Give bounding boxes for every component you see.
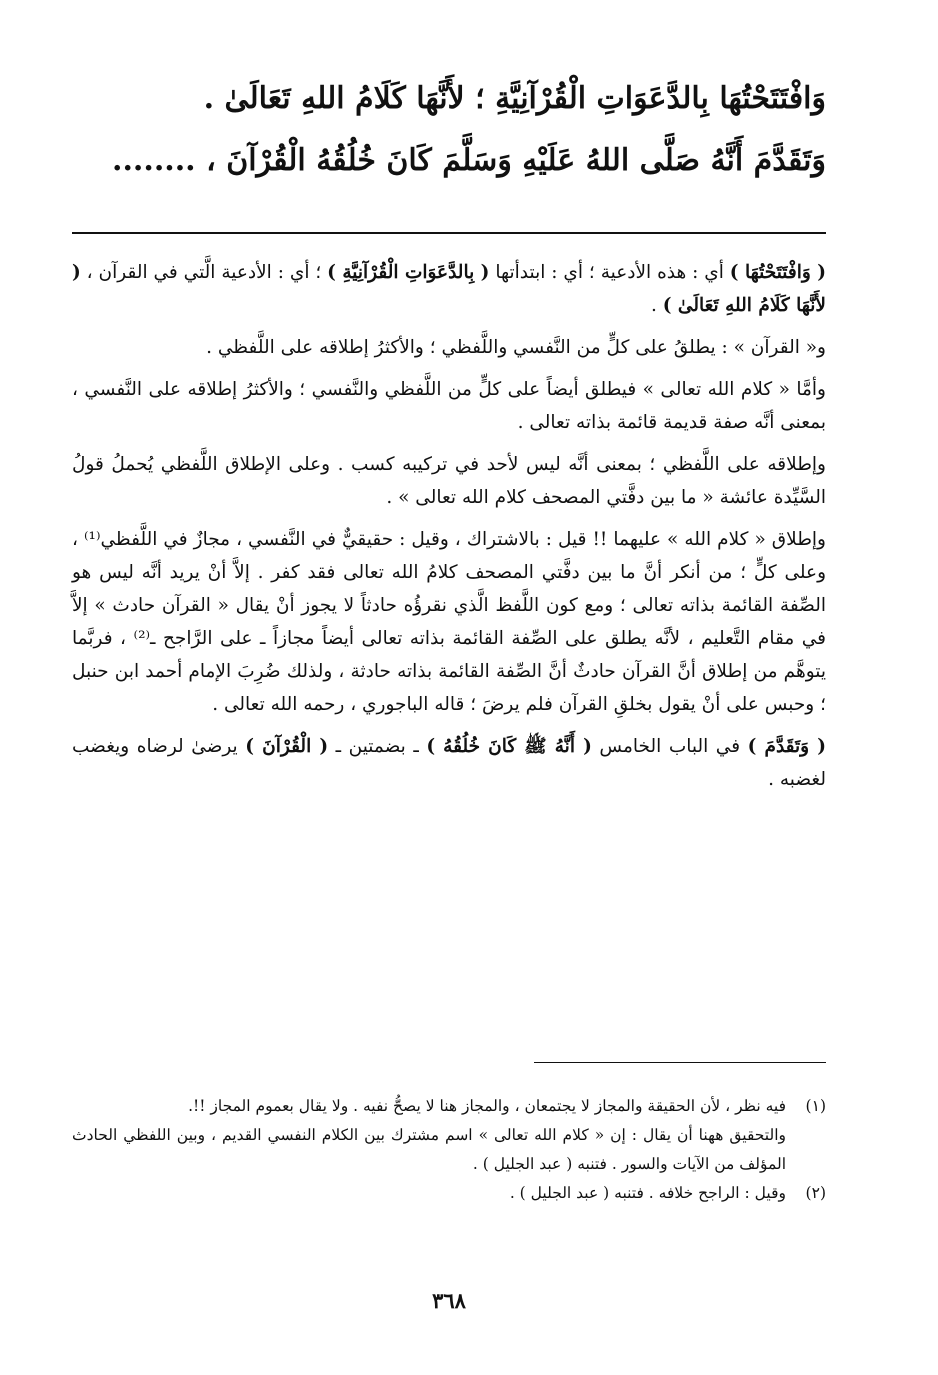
quoted-term: ( بِالدَّعَوَاتِ الْقُرْآنِيَّةِ ) (327, 262, 490, 283)
main-text-divider (72, 232, 826, 234)
commentary-text: ـ بضمتين ـ (328, 736, 427, 757)
page-number: ٣٦٨ (432, 1288, 466, 1313)
quoted-term: ( الْقُرْآنَ ) (245, 736, 329, 757)
commentary-paragraph-3: وأمَّا « كلام الله تعالى » فيطلق أيضاً على كلٍّ من اللَّفظي والنَّفسي ؛ والأكثرُ إطلاقه على النَّفسي ، بمعنى أنَّه صفة قديمة قائمة بذاته تعالى . (72, 379, 826, 433)
footnote-text: فيه نظر ، لأن الحقيقة والمجاز لا يجتمعان ، والمجاز هنا لا يصحُّ نفيه . ولا يقال بعموم المجاز !!. (188, 1097, 786, 1115)
quoted-term: ( وَافْتَتَحْتُهَا ) (729, 262, 826, 283)
commentary-paragraph-5: وإطلاق « كلام الله » عليهما !! قيل : بالاشتراك ، وقيل : حقيقيٌّ في النَّفسي ، مجازٌ في اللَّفظي⁽¹⁾ ، وعلى كلٍّ ؛ من أنكر أنَّ ما بين دفَّتي المصحف كلامُ الله تعالى فقد كفر . إلاَّ أنْ يريد أنَّه ليس هو الصِّفة القائمة بذاته تعالى ؛ ومع كون اللَّفظ الَّذي نقرؤُه حادثاً لا يجوز أنْ يقال « القرآن حادث » إلاَّ في مقام التَّعليم ، لأنَّه يطلق على الصِّفة القائمة بذاته تعالى أيضاً مجازاً ـ على الرَّاجح ـ⁽²⁾ ، فربَّما يتوهَّم من إطلاق أنَّ القرآن حادثٌ أنَّ الصِّفة القائمة بذاته حادثة ، ولذلك ضُرِبَ الإمام أحمد ابن حنبل ؛ وحبس على أنْ يقول بخلقِ القرآن فلم يرضَ ؛ قاله الباجوري ، رحمه الله تعالى . (72, 529, 826, 715)
footnote-1-continuation: والتحقيق ههنا أن يقال : إن « كلام الله تعالى » اسم مشترك بين الكلام النفسي القديم ، وبين اللفظي الحادث المؤلف من الآيات والسور . فتنبه ( عبد الجليل ) . (72, 1126, 786, 1173)
quoted-term: ( أَنَّهُ ﷺ كَانَ خُلُقُهُ ) (426, 736, 592, 757)
commentary-text: في الباب الخامس (591, 736, 748, 757)
main-text-dots: ........ (112, 143, 196, 178)
commentary-paragraph-2: و« القرآن » : يطلقُ على كلٍّ من النَّفسي واللَّفظي ؛ والأكثرُ إطلاقه على اللَّفظي . (206, 337, 826, 358)
commentary-text: يرضىٰ لرضاه ويغضب لغضبه . (72, 736, 826, 790)
footnote-text: وقيل : الراجح خلافه . فتنبه ( عبد الجليل ) . (509, 1184, 786, 1202)
commentary-text: أي : هذه الأدعية ؛ أي : ابتدأتها (489, 262, 730, 283)
commentary-paragraph-4: وإطلاقه على اللَّفظي ؛ بمعنى أنَّه ليس لأحد في تركيبه كسب . وعلى الإطلاق اللَّفظي يُحملُ قولُ السَّيِّدة عائشة « ما بين دفَّتي المصحف كلام الله تعالى » . (72, 454, 826, 508)
commentary-text: ؛ أي : الأدعية الَّتي في القرآن ، (80, 262, 328, 283)
footnote-number: (١) (805, 1097, 826, 1115)
commentary (72, 256, 826, 805)
book-page (72, 0, 826, 1375)
footnote-1 (72, 1092, 826, 1121)
main-text (72, 68, 826, 192)
quoted-term: ( لأَنَّهَا كَلَامُ اللهِ تَعَالَىٰ ) (72, 262, 826, 316)
commentary-paragraph-1 (72, 256, 826, 322)
footnote-divider (534, 1062, 826, 1063)
main-text-line-2-text: وَتَقَدَّمَ أَنَّهُ صَلَّى اللهُ عَلَيْهِ وَسَلَّمَ كَانَ خُلُقُهُ الْقُرْآنَ ، (206, 143, 826, 178)
main-text-line-1: وَافْتَتَحْتُهَا بِالدَّعَوَاتِ الْقُرْآنِيَّةِ ؛ لأَنَّهَا كَلَامُ اللهِ تَعَالَىٰ . (203, 81, 826, 116)
footnote-2 (72, 1179, 826, 1208)
footnotes (72, 1092, 826, 1208)
commentary-paragraph-6 (72, 730, 826, 796)
commentary-text: . (650, 295, 663, 316)
footnote-number: (٢) (805, 1184, 826, 1202)
quoted-term: ( وَتَقَدَّمَ ) (747, 736, 826, 757)
main-text-line-2 (72, 130, 826, 192)
